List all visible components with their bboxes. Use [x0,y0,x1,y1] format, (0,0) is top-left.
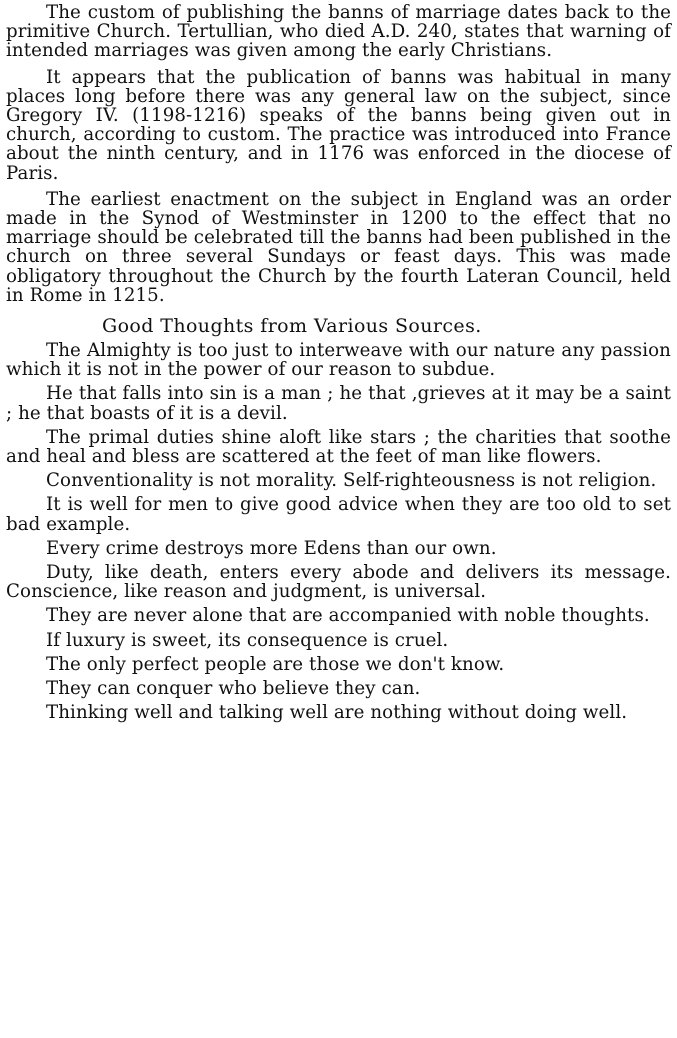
thought-item: The Almighty is too just to interweave with our nature any passion which it is not in the power of our reason to subdue. [6,340,671,381]
thought-item: Every crime destroys more Edens than our own. [46,537,497,559]
thought-item: It is well for men to give good advice when they are too old to set bad example. [6,494,671,535]
thought-item: Conventionality is not morality. Self-righteousness is not religion. [46,470,657,492]
thought-item: The only perfect people are those we don't know. [46,653,505,675]
thought-item: They are never alone that are accompanied with noble thoughts. [46,605,650,627]
thought-item: If luxury is sweet, its consequence is cruel. [46,629,449,651]
thought-item: They can conquer who believe they can. [46,678,421,700]
article-paragraph: The earliest enactment on the subject in England was an order made in the Synod of Westminster in 1200 to the effect that no marriage should be celebrated till the banns had been published in the church on three several Sundays or feast days. This was made obligatory throughout the Church by the fourth Lateran Council, held in Rome in 1215. [6,188,671,306]
thought-item: Duty, like death, enters every abode and delivers its message. Conscience, like reason and judgment, is universal. [6,562,671,603]
thought-item: Thinking well and talking well are nothing without doing well. [46,702,628,724]
article-paragraph: The custom of publishing the banns of marriage dates back to the primitive Church. Tertullian, who died A.D. 240, states that warning of intended marriages was given among the early Christians. [6,2,671,62]
thought-item: The primal duties shine aloft like stars ; the charities that soothe and heal and bless are scattered at the feet of man like flowers. [6,426,671,468]
article-paragraph: It appears that the publication of banns was habitual in many places long before there was any general law on the subject, since Gregory IV. (1198-1216) speaks of the banns being given out in church, according to custom. The practice was introduced into France about the ninth century, and in 1176 was enforced in the diocese of Paris. [6,66,671,184]
section-heading: Good Thoughts from Various Sources. [102,315,482,338]
thought-item: He that falls into sin is a man ; he that ,grieves at it may be a saint ; he that boasts of it is a devil. [6,383,671,424]
